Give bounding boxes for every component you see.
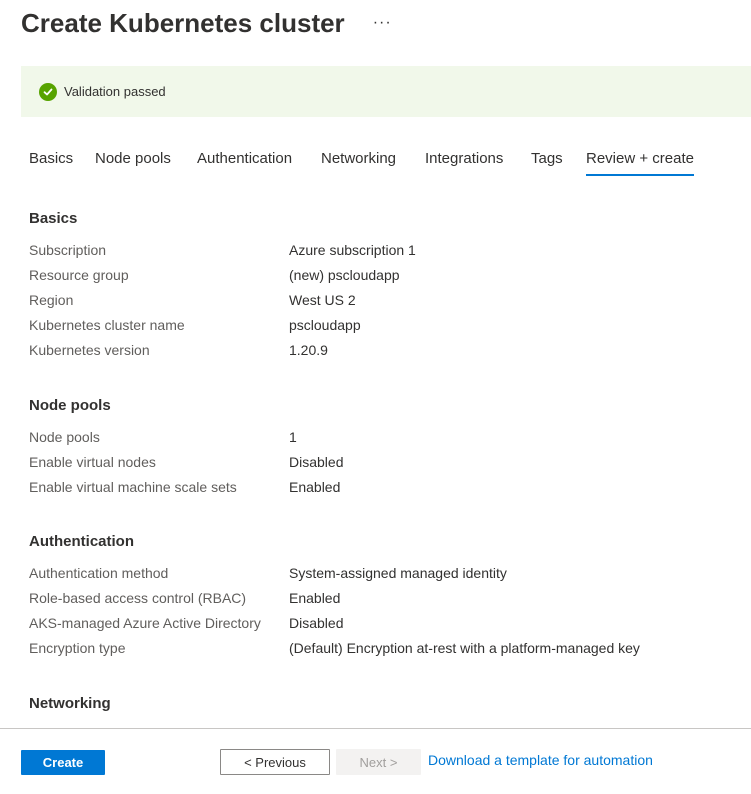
- section-title-node-pools: Node pools: [29, 397, 111, 414]
- row-value: 1.20.9: [289, 342, 328, 358]
- row-value: pscloudapp: [289, 317, 361, 333]
- tab-basics[interactable]: Basics: [29, 150, 74, 167]
- row-value: West US 2: [289, 292, 356, 308]
- section-title-basics: Basics: [29, 210, 78, 227]
- checkmark-circle-icon: [39, 83, 57, 101]
- row-label: Kubernetes version: [29, 342, 150, 358]
- section-title-authentication: Authentication: [29, 533, 134, 550]
- row-label: Node pools: [29, 429, 100, 445]
- create-button[interactable]: Create: [21, 750, 105, 775]
- row-value: (Default) Encryption at-rest with a platform-managed key: [289, 640, 640, 656]
- row-value: Disabled: [289, 454, 344, 470]
- tab-integrations[interactable]: Integrations: [425, 150, 504, 167]
- validation-status-text: Validation passed: [64, 84, 166, 99]
- row-label: Subscription: [29, 242, 107, 258]
- row-label: Authentication method: [29, 565, 169, 581]
- next-button: Next >: [336, 749, 421, 775]
- row-value: Enabled: [289, 479, 341, 495]
- row-value: Disabled: [289, 615, 344, 631]
- row-label: Enable virtual nodes: [29, 454, 156, 470]
- row-value: System-assigned managed identity: [289, 565, 507, 581]
- tab-node-pools[interactable]: Node pools: [95, 150, 171, 167]
- row-value: Azure subscription 1: [289, 242, 416, 258]
- row-label: Role-based access control (RBAC): [29, 590, 247, 606]
- more-options-button[interactable]: ···: [372, 14, 392, 31]
- section-title-networking: Networking: [29, 695, 111, 712]
- footer-divider: [0, 728, 751, 729]
- row-label: Region: [29, 292, 74, 308]
- row-label: Enable virtual machine scale sets: [29, 479, 237, 495]
- previous-button[interactable]: < Previous: [220, 749, 330, 775]
- row-value: Enabled: [289, 590, 341, 606]
- row-value: (new) pscloudapp: [289, 267, 400, 283]
- row-label: Kubernetes cluster name: [29, 317, 185, 333]
- tab-tags[interactable]: Tags: [531, 150, 563, 167]
- tab-review-create[interactable]: Review + create: [586, 150, 694, 176]
- tab-authentication[interactable]: Authentication: [197, 150, 293, 167]
- row-label: AKS-managed Azure Active Directory: [29, 615, 261, 631]
- validation-banner: [21, 66, 751, 117]
- title-row: [21, 6, 396, 40]
- tab-networking[interactable]: Networking: [321, 150, 397, 167]
- row-label: Encryption type: [29, 640, 126, 656]
- row-value: 1: [289, 429, 297, 445]
- download-template-link[interactable]: Download a template for automation: [428, 752, 653, 768]
- page-title: Create Kubernetes cluster: [21, 8, 345, 38]
- row-label: Resource group: [29, 267, 129, 283]
